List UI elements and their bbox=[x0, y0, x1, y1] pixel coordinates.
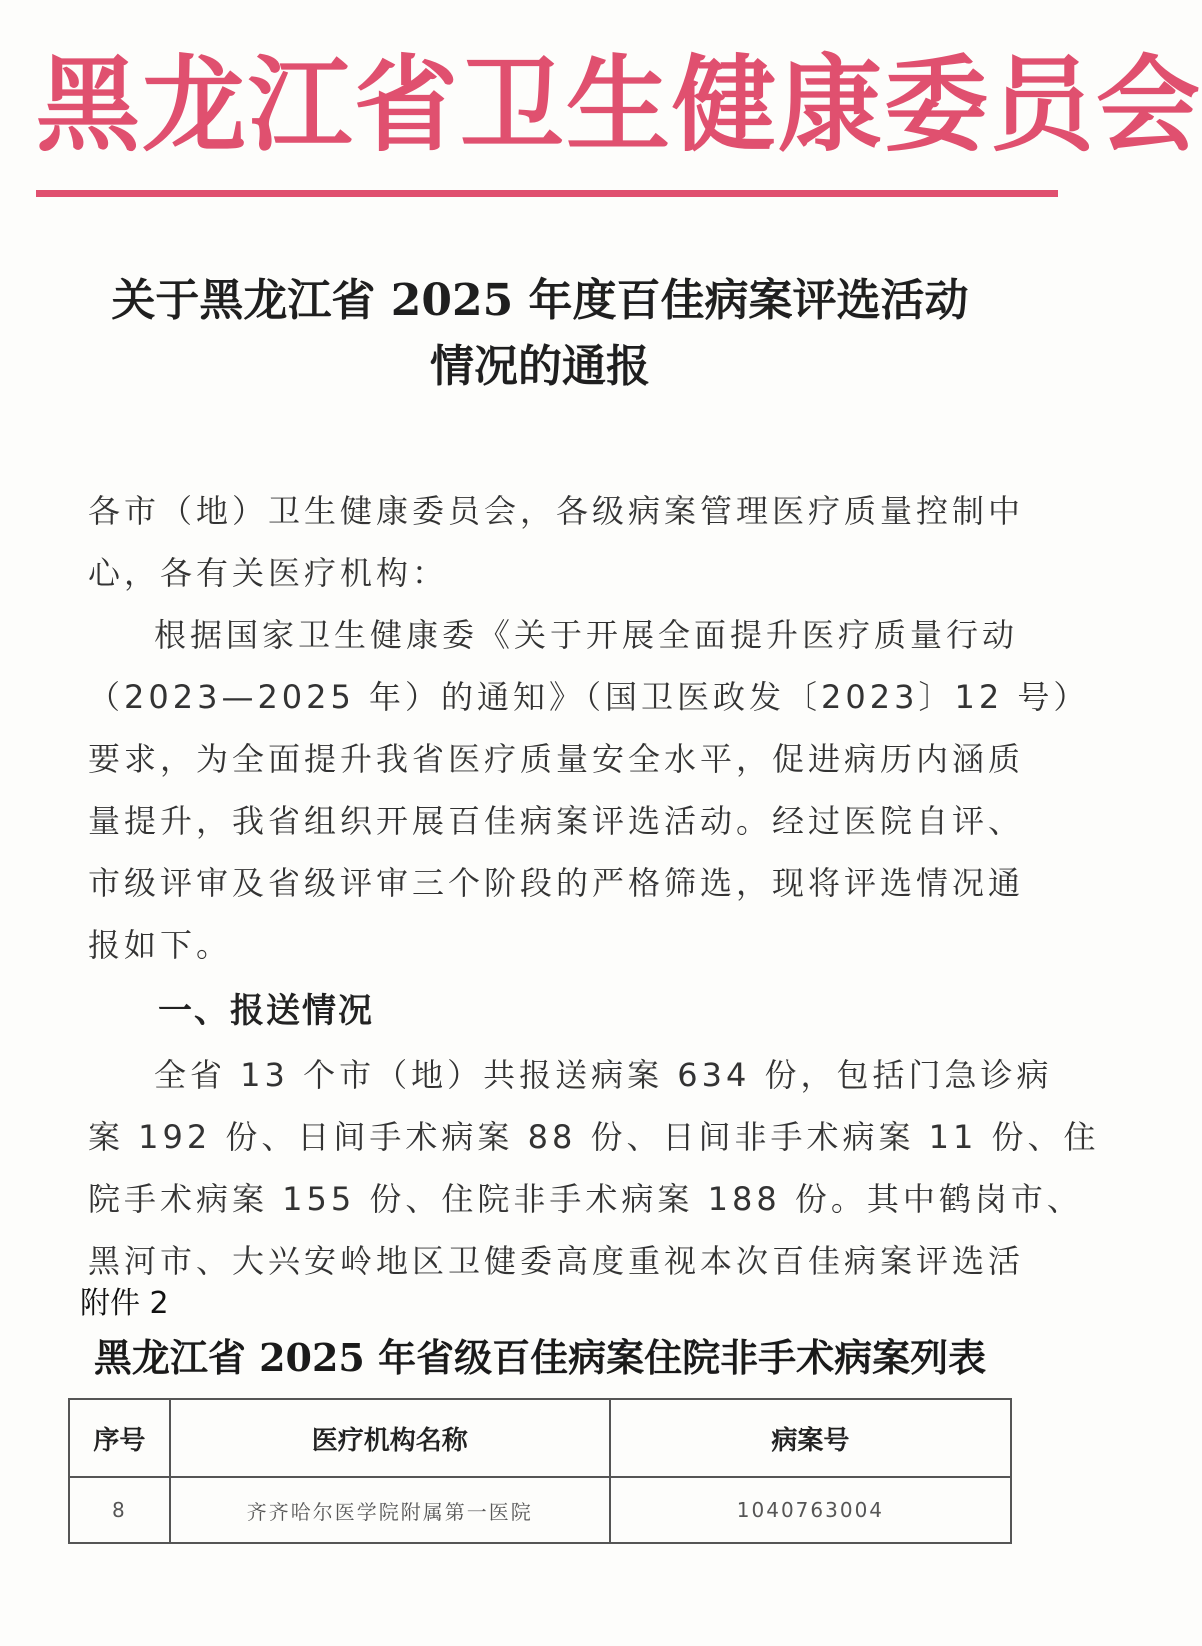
document-title-line-2: 情况的通报 bbox=[430, 341, 650, 392]
document-title-line-1: 关于黑龙江省 2025 年度百佳病案评选活动 bbox=[111, 275, 969, 326]
attachment-title: 黑龙江省 2025 年省级百佳病案住院非手术病案列表 bbox=[93, 1335, 987, 1380]
salutation-line: 各市（地）卫生健康委员会，各级病案管理医疗质量控制中 bbox=[88, 492, 1025, 530]
cell-seq: 8 bbox=[69, 1477, 170, 1543]
table-header-row bbox=[69, 1399, 1011, 1477]
letterhead-red-rule bbox=[36, 190, 1058, 197]
paragraph-submission bbox=[88, 1044, 1100, 1292]
case-list-table bbox=[68, 1398, 1012, 1544]
table-row bbox=[69, 1477, 1011, 1543]
paragraph-line: 市级评审及省级评审三个阶段的严格筛选，现将评选情况通 bbox=[88, 864, 1025, 902]
paragraph-line: 根据国家卫生健康委《关于开展全面提升医疗质量行动 bbox=[154, 616, 1019, 654]
attachment-label: 附件 2 bbox=[80, 1286, 169, 1321]
paragraph-line: 要求，为全面提升我省医疗质量安全水平，促进病历内涵质 bbox=[88, 740, 1025, 778]
header-seq: 序号 bbox=[69, 1399, 170, 1477]
document-title bbox=[60, 268, 1020, 400]
header-institution: 医疗机构名称 bbox=[170, 1399, 610, 1477]
paragraph-line: 院手术病案 155 份、住院非手术病案 188 份。其中鹤岗市、 bbox=[88, 1180, 1083, 1218]
header-case-number: 病案号 bbox=[610, 1399, 1011, 1477]
paragraph-line: 黑河市、大兴安岭地区卫健委高度重视本次百佳病案评选活 bbox=[88, 1242, 1025, 1280]
section-heading-submission: 一、报送情况 bbox=[158, 991, 374, 1031]
cell-case-number: 1040763004 bbox=[610, 1477, 1011, 1543]
paragraph-line: 量提升，我省组织开展百佳病案评选活动。经过医院自评、 bbox=[88, 802, 1025, 840]
cell-institution: 齐齐哈尔医学院附属第一医院 bbox=[170, 1477, 610, 1543]
paragraph-line: 报如下。 bbox=[88, 926, 233, 964]
paragraph-line: （2023—2025 年）的通知》（国卫医政发〔2023〕12 号） bbox=[88, 678, 1090, 716]
salutation bbox=[88, 480, 1025, 604]
paragraph-line: 案 192 份、日间手术病案 88 份、日间非手术病案 11 份、住 bbox=[88, 1118, 1100, 1156]
salutation-line: 心，各有关医疗机构： bbox=[88, 554, 449, 592]
paragraph-line: 全省 13 个市（地）共报送病案 634 份，包括门急诊病 bbox=[154, 1056, 1053, 1094]
letterhead-title: 黑龙江省卫生健康委员会 bbox=[36, 43, 1202, 166]
paragraph-basis bbox=[88, 604, 1090, 976]
